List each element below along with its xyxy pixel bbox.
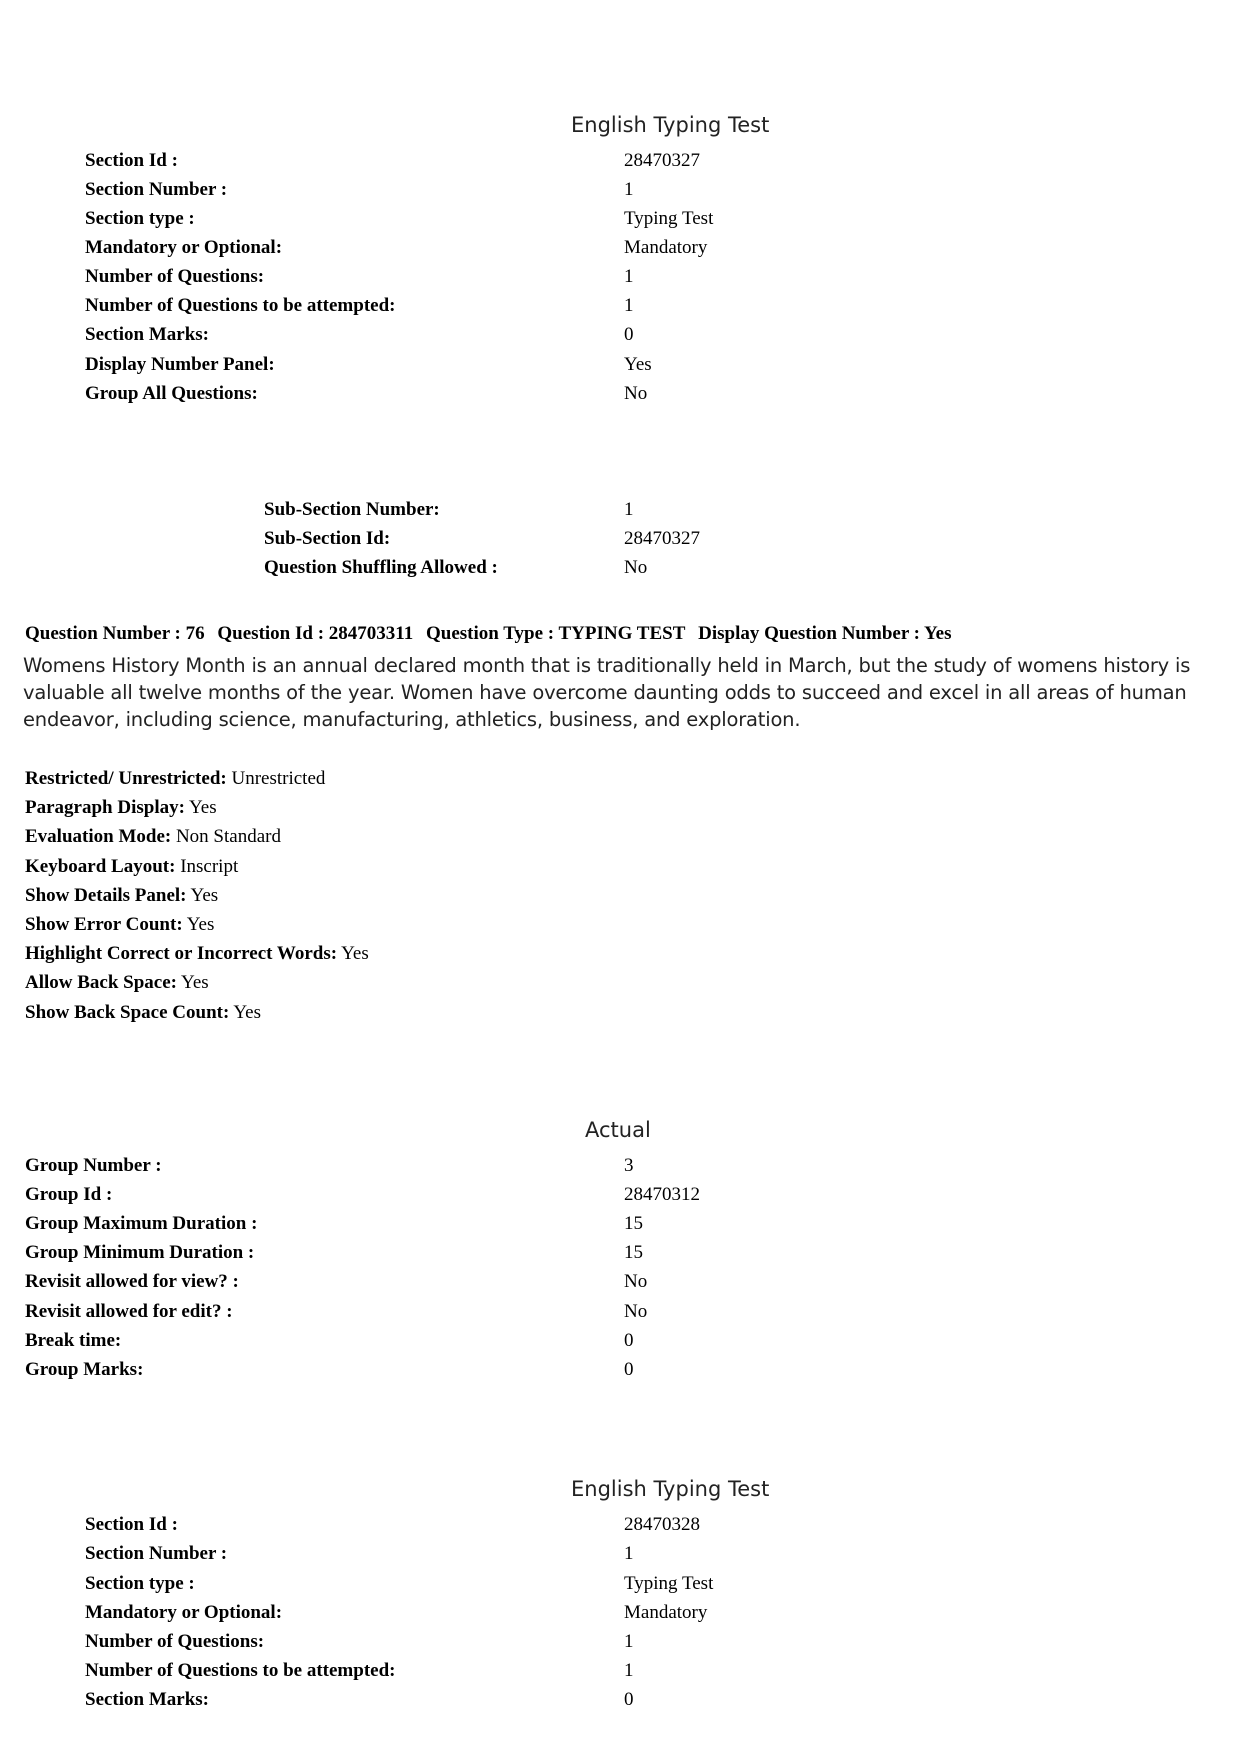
detail-value: 1 [624, 1660, 634, 1681]
property-value: Yes [190, 885, 219, 906]
detail-value: 15 [624, 1242, 643, 1263]
detail-label: Sub-Section Number: [264, 499, 440, 520]
detail-label: Revisit allowed for edit? : [25, 1301, 233, 1322]
detail-label: Section type : [85, 1573, 195, 1594]
detail-value: Yes [624, 354, 652, 375]
property-label: Evaluation Mode: [25, 826, 172, 847]
detail-value: 15 [624, 1213, 643, 1234]
property-label: Paragraph Display: [25, 797, 185, 818]
detail-value: No [624, 383, 648, 404]
question-type: Question Type : TYPING TEST [425, 623, 686, 644]
detail-value: 1 [624, 1543, 634, 1564]
detail-label: Section Marks: [85, 324, 210, 345]
detail-value: Mandatory [624, 1602, 708, 1623]
question-number: Question Number : 76 [25, 623, 205, 644]
detail-value: 0 [624, 1689, 634, 1710]
group-heading: Actual [585, 1118, 651, 1142]
property-row [25, 883, 218, 909]
property-label: Show Error Count: [25, 914, 183, 935]
detail-label: Display Number Panel: [85, 354, 275, 375]
detail-label: Section type : [85, 208, 195, 229]
detail-label: Group Id : [25, 1184, 113, 1205]
detail-label: Number of Questions to be attempted: [85, 1660, 396, 1681]
detail-label: Revisit allowed for view? : [25, 1271, 239, 1292]
property-value: Inscript [180, 856, 239, 877]
detail-value: 28470328 [624, 1514, 700, 1535]
property-value: Yes [186, 914, 215, 935]
detail-value: 0 [624, 324, 634, 345]
property-row [25, 912, 214, 938]
detail-label: Question Shuffling Allowed : [264, 557, 498, 578]
property-row [25, 824, 281, 850]
section-heading: English Typing Test [571, 113, 770, 137]
section-heading: English Typing Test [571, 1477, 770, 1501]
detail-label: Section Marks: [85, 1689, 210, 1710]
property-value: Non Standard [175, 826, 281, 847]
property-label: Allow Back Space: [25, 972, 177, 993]
detail-value: 1 [624, 499, 634, 520]
question-header [25, 621, 959, 647]
question-id: Question Id : 284703311 [217, 623, 414, 644]
detail-value: 3 [624, 1155, 634, 1176]
detail-value: No [624, 1301, 648, 1322]
detail-value: Typing Test [624, 1573, 714, 1594]
property-row [25, 1000, 261, 1026]
detail-value: No [624, 557, 648, 578]
property-value: Yes [181, 972, 209, 993]
detail-value: 1 [624, 295, 634, 316]
detail-value: No [624, 1271, 648, 1292]
detail-value: 1 [624, 1631, 634, 1652]
property-label: Keyboard Layout: [25, 856, 176, 877]
typing-paragraph: Womens History Month is an annual declared month that is traditionally held in March, but the study of womens history is valuable all twelve months of the year. Women have overcome daunting odds to succeed and excel in all areas of human endeavor, including science, manufacturing, athletics, business, and exploration. [23, 654, 1191, 731]
property-row [25, 854, 238, 880]
property-value: Yes [233, 1002, 261, 1023]
detail-label: Section Number : [85, 1543, 228, 1564]
detail-label: Number of Questions: [85, 266, 265, 287]
detail-label: Number of Questions to be attempted: [85, 295, 396, 316]
detail-label: Group Minimum Duration : [25, 1242, 255, 1263]
property-row [25, 970, 209, 996]
detail-value: 0 [624, 1330, 634, 1351]
property-value: Unrestricted [231, 768, 326, 789]
display-question-number: Display Question Number : Yes [698, 623, 952, 644]
property-row [25, 795, 217, 821]
detail-label: Mandatory or Optional: [85, 1602, 283, 1623]
property-label: Show Back Space Count: [25, 1002, 230, 1023]
detail-value: 28470327 [624, 528, 700, 549]
detail-label: Number of Questions: [85, 1631, 265, 1652]
detail-value: 0 [624, 1359, 634, 1380]
property-value: Yes [341, 943, 369, 964]
property-row [25, 766, 325, 792]
detail-value: 28470312 [624, 1184, 700, 1205]
detail-label: Section Number : [85, 179, 228, 200]
property-value: Yes [188, 797, 217, 818]
property-label: Show Details Panel: [25, 885, 187, 906]
detail-value: 1 [624, 266, 634, 287]
property-row [25, 941, 369, 967]
detail-label: Group Marks: [25, 1359, 144, 1380]
detail-value: 28470327 [624, 150, 700, 171]
detail-value: Mandatory [624, 237, 708, 258]
property-label: Highlight Correct or Incorrect Words: [25, 943, 338, 964]
detail-label: Group Number : [25, 1155, 162, 1176]
detail-label: Section Id : [85, 1514, 178, 1535]
property-label: Restricted/ Unrestricted: [25, 768, 227, 789]
detail-value: Typing Test [624, 208, 714, 229]
detail-label: Section Id : [85, 150, 178, 171]
detail-label: Break time: [25, 1330, 122, 1351]
detail-label: Group Maximum Duration : [25, 1213, 258, 1234]
detail-label: Mandatory or Optional: [85, 237, 283, 258]
detail-value: 1 [624, 179, 634, 200]
detail-label: Sub-Section Id: [264, 528, 391, 549]
detail-label: Group All Questions: [85, 383, 258, 404]
